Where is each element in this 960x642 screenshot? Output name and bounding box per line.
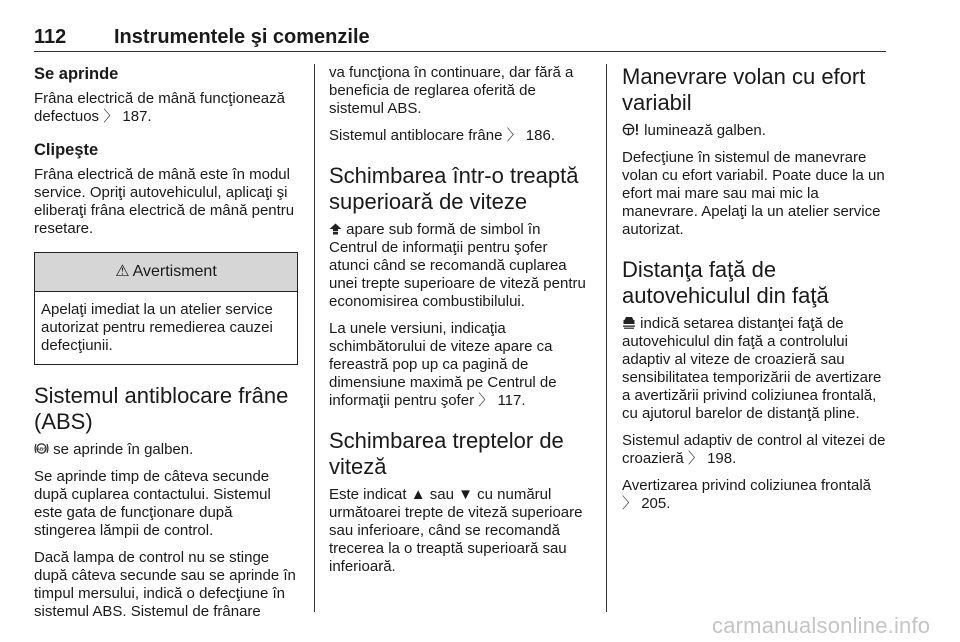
paragraph-abs-continued: va funcţiona în continuare, dar fără a beneficia de reglarea oferită de sistemul ABS. (329, 64, 574, 117)
warning-body: Apelaţi imediat la un atelier service autorizat pentru remedierea cauzei defecţiunii. (41, 301, 273, 354)
page-ref-205[interactable]: 205. (641, 495, 671, 512)
abs-warning-icon (34, 441, 49, 459)
triangle-up-icon: ▲ (410, 486, 426, 503)
header-divider (34, 51, 886, 52)
heading-following-distance: Distanţa faţă de autovehiculul din faţă (622, 257, 829, 308)
warning-header (35, 253, 297, 292)
heading-se-aprinde: Se aprinde (34, 65, 119, 83)
heading-gear-shift: Schimbarea treptelor de viteză (329, 428, 564, 479)
heading-abs: Sistemul antiblocare frâne (ABS) (34, 383, 289, 434)
chapter-title: Instrumentele şi comenzile (114, 26, 370, 48)
paragraph-se-aprinde: Frâna electrică de mână funcţionează defectuos 〉 187. (34, 90, 285, 125)
steering-wheel-warning-icon (622, 122, 640, 140)
column-divider-2 (606, 64, 607, 612)
page-ref-arrow-icon: 〉 (103, 108, 119, 125)
column-divider-1 (314, 64, 315, 612)
page-ref-187[interactable]: 187. (122, 108, 152, 125)
column-3 (622, 64, 886, 522)
paragraph-abs-ref: Sistemul antiblocare frâne 〉 186. (329, 127, 555, 144)
heading-upshift: Schimbarea într-o treaptă superioară de viteze (329, 163, 579, 214)
svg-text:ABS: ABS (36, 446, 47, 452)
warning-title: Avertisment (132, 263, 217, 280)
column-1 (34, 64, 298, 630)
heading-variable-steering: Manevrare volan cu efort variabil (622, 64, 866, 115)
page-ref-186[interactable]: 186. (525, 127, 555, 144)
paragraph-distance-1: indică setarea distanţei faţă de autovehiculul din faţă a controlului adaptiv al viteze de croazieră sau sensibilitatea temporizării de avertizare a avertizării privind coliziunea frontală, cu ajutorul barelor de distanţă pline. (622, 315, 882, 422)
paragraph-clipeste: Frâna electrică de mână este în modul service. Opriţi autovehiculul, aplicaţi şi eliberaţi frâna electrică de mână pentru resetare. (34, 166, 295, 237)
heading-clipeste: Clipeşte (34, 141, 99, 159)
page-ref-arrow-icon: 〉 (687, 450, 703, 467)
paragraph-distance-2: Sistemul adaptiv de control al vitezei de croazieră 〉 198. (622, 432, 886, 467)
paragraph-steering-1: luminează galben. (622, 122, 886, 140)
paragraph-abs-2: Se aprinde timp de câteva secunde după cuplarea contactului. Sistemul este gata de funcţionare după stingerea lămpii de control. (34, 468, 271, 539)
column-2 (329, 64, 591, 585)
page-ref-arrow-icon: 〉 (478, 392, 494, 409)
paragraph-abs-3: Dacă lampa de control nu se stinge după câteva secunde sau se aprinde în timpul mersului, indică o defecţiune în sistemul ABS. Sistemul de frânare (34, 549, 296, 620)
page-ref-198[interactable]: 198. (707, 450, 737, 467)
paragraph-upshift-1: apare sub formă de simbol în Centrul de informaţii pentru şofer atunci când se recomandă cuplarea unei trepte superioare de viteză pentru economisirea combustibilului. (329, 221, 586, 310)
page-ref-arrow-icon: 〉 (506, 127, 522, 144)
upshift-icon (329, 221, 342, 239)
paragraph-upshift-2: La unele versiuni, indicaţia schimbătorului de viteze apare ca fereastră pop up ca pagină de dimensiune maximă pe Centrul de informaţii pentru şofer 〉 117. (329, 320, 557, 409)
page-header (34, 26, 886, 50)
paragraph-steering-2: Defecţiune în sistemul de manevrare volan cu efort variabil. Poate duce la un efort mai mare sau mai mic la manevrare. Apelaţi la un atelier service autorizat. (622, 149, 885, 238)
page-ref-117[interactable]: 117. (497, 392, 526, 409)
watermark: carmanualsonline.info (712, 613, 931, 638)
triangle-down-icon: ▼ (458, 486, 473, 503)
page-number: 112 (34, 26, 67, 48)
warning-triangle-icon: ⚠ (115, 263, 130, 280)
paragraph-abs-1: ABS se aprinde în galben. (34, 441, 298, 459)
warning-box (34, 252, 298, 365)
vehicle-ahead-icon (622, 315, 636, 333)
page-ref-arrow-icon: 〉 (622, 495, 638, 512)
paragraph-distance-3: Avertizarea privind coliziunea frontală 〉 205. (622, 477, 872, 512)
paragraph-gear-shift: Este indicat ▲ sau ▼ cu numărul următoarei trepte de viteză superioare sau inferioare, când se recomandă trecerea la o treaptă superioară sau inferioară. (329, 486, 583, 575)
